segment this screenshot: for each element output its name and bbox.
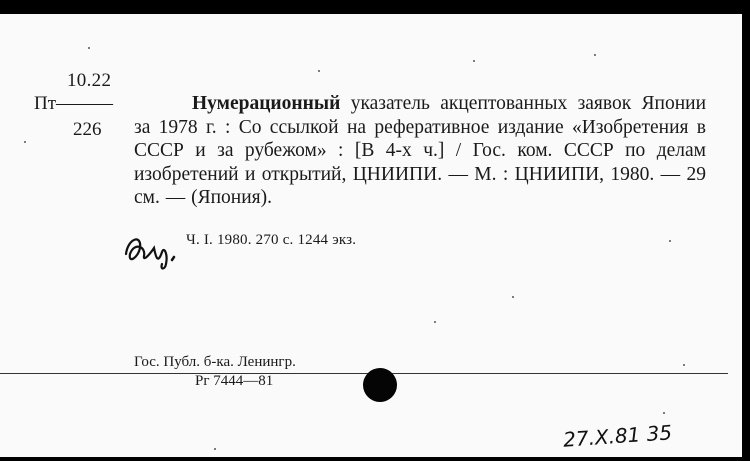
entry-heading: Нумерационный [192, 93, 341, 114]
scan-speck [434, 321, 436, 323]
bibliographic-entry [134, 92, 706, 210]
scan-speck [473, 60, 475, 62]
entry-body: указатель акцептованных заявок Японии за 1978 г. : Со ссылкой на реферативное издание «Изобретения в СССР и за рубежом» : [В 4-х ч.] / Гос. ком. СССР по делам изобретений и открытий, ЦНИИПИ. — М. : ЦНИИПИ, 1980. — 29 см. — (Япония). [134, 93, 707, 209]
classmark-bottom: 226 [73, 119, 102, 140]
divider-line [0, 373, 728, 374]
scan-border-bottom [0, 457, 750, 461]
scan-speck [88, 47, 90, 49]
scan-speck [24, 141, 26, 143]
library-stamp: Гос. Публ. б-ка. Ленингр. [134, 354, 296, 370]
scan-speck [214, 448, 216, 450]
classmark-middle: Пт——— [34, 93, 114, 114]
handwritten-date: 27.X.81 35 [562, 420, 673, 452]
classmark-top: 10.22 [67, 70, 112, 91]
punch-hole [363, 368, 397, 402]
scan-speck [318, 70, 320, 72]
scan-border-top [0, 0, 750, 14]
scan-speck [594, 54, 596, 56]
scan-speck [512, 296, 514, 298]
scan-speck [669, 240, 671, 242]
card-number: Рг 7444—81 [195, 373, 274, 389]
scan-speck [683, 364, 685, 366]
scan-border-right [742, 0, 750, 461]
handwritten-signature [120, 224, 190, 272]
scan-speck [663, 412, 665, 414]
collation-line: Ч. I. 1980. 270 с. 1244 экз. [186, 232, 357, 248]
